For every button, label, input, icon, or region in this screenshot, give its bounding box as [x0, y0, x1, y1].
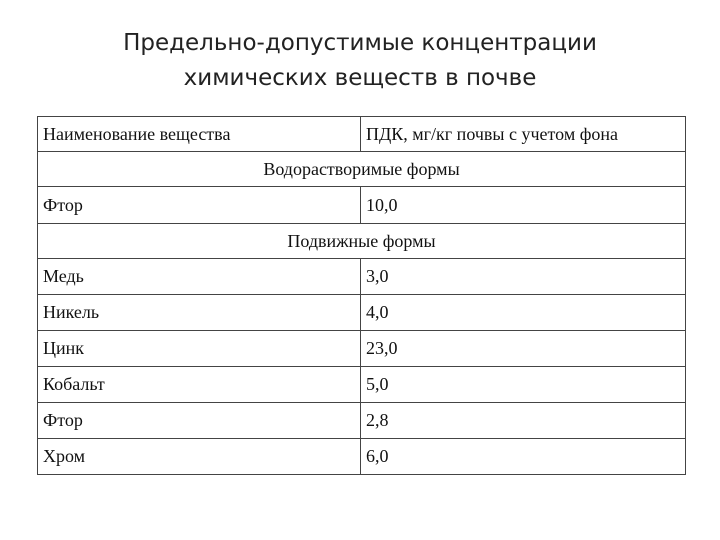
- title-line-2: химических веществ в почве: [183, 65, 537, 91]
- pdk-value: 10,0: [361, 187, 686, 224]
- section-label: Водорастворимые формы: [38, 152, 686, 187]
- substance-name: Никель: [38, 295, 361, 331]
- pdk-table: [37, 116, 686, 475]
- table-row: [38, 439, 686, 475]
- substance-name: Цинк: [38, 331, 361, 367]
- header-substance: Наименование вещества: [38, 117, 361, 152]
- table-row: [38, 187, 686, 224]
- table-row: [38, 367, 686, 403]
- pdk-value: 2,8: [361, 403, 686, 439]
- pdk-value: 23,0: [361, 331, 686, 367]
- substance-name: Фтор: [38, 187, 361, 224]
- page-title: [0, 26, 720, 96]
- table-row: [38, 259, 686, 295]
- substance-name: Кобальт: [38, 367, 361, 403]
- section-row-water-soluble: [38, 152, 686, 187]
- table-row: [38, 331, 686, 367]
- pdk-value: 6,0: [361, 439, 686, 475]
- section-label: Подвижные формы: [38, 224, 686, 259]
- table-header-row: [38, 117, 686, 152]
- section-row-mobile: [38, 224, 686, 259]
- table-row: [38, 403, 686, 439]
- substance-name: Фтор: [38, 403, 361, 439]
- pdk-value: 4,0: [361, 295, 686, 331]
- pdk-value: 3,0: [361, 259, 686, 295]
- table-row: [38, 295, 686, 331]
- header-pdk: ПДК, мг/кг почвы с учетом фона: [361, 117, 686, 152]
- substance-name: Медь: [38, 259, 361, 295]
- title-line-1: Предельно-допустимые концентрации: [123, 30, 597, 56]
- pdk-value: 5,0: [361, 367, 686, 403]
- substance-name: Хром: [38, 439, 361, 475]
